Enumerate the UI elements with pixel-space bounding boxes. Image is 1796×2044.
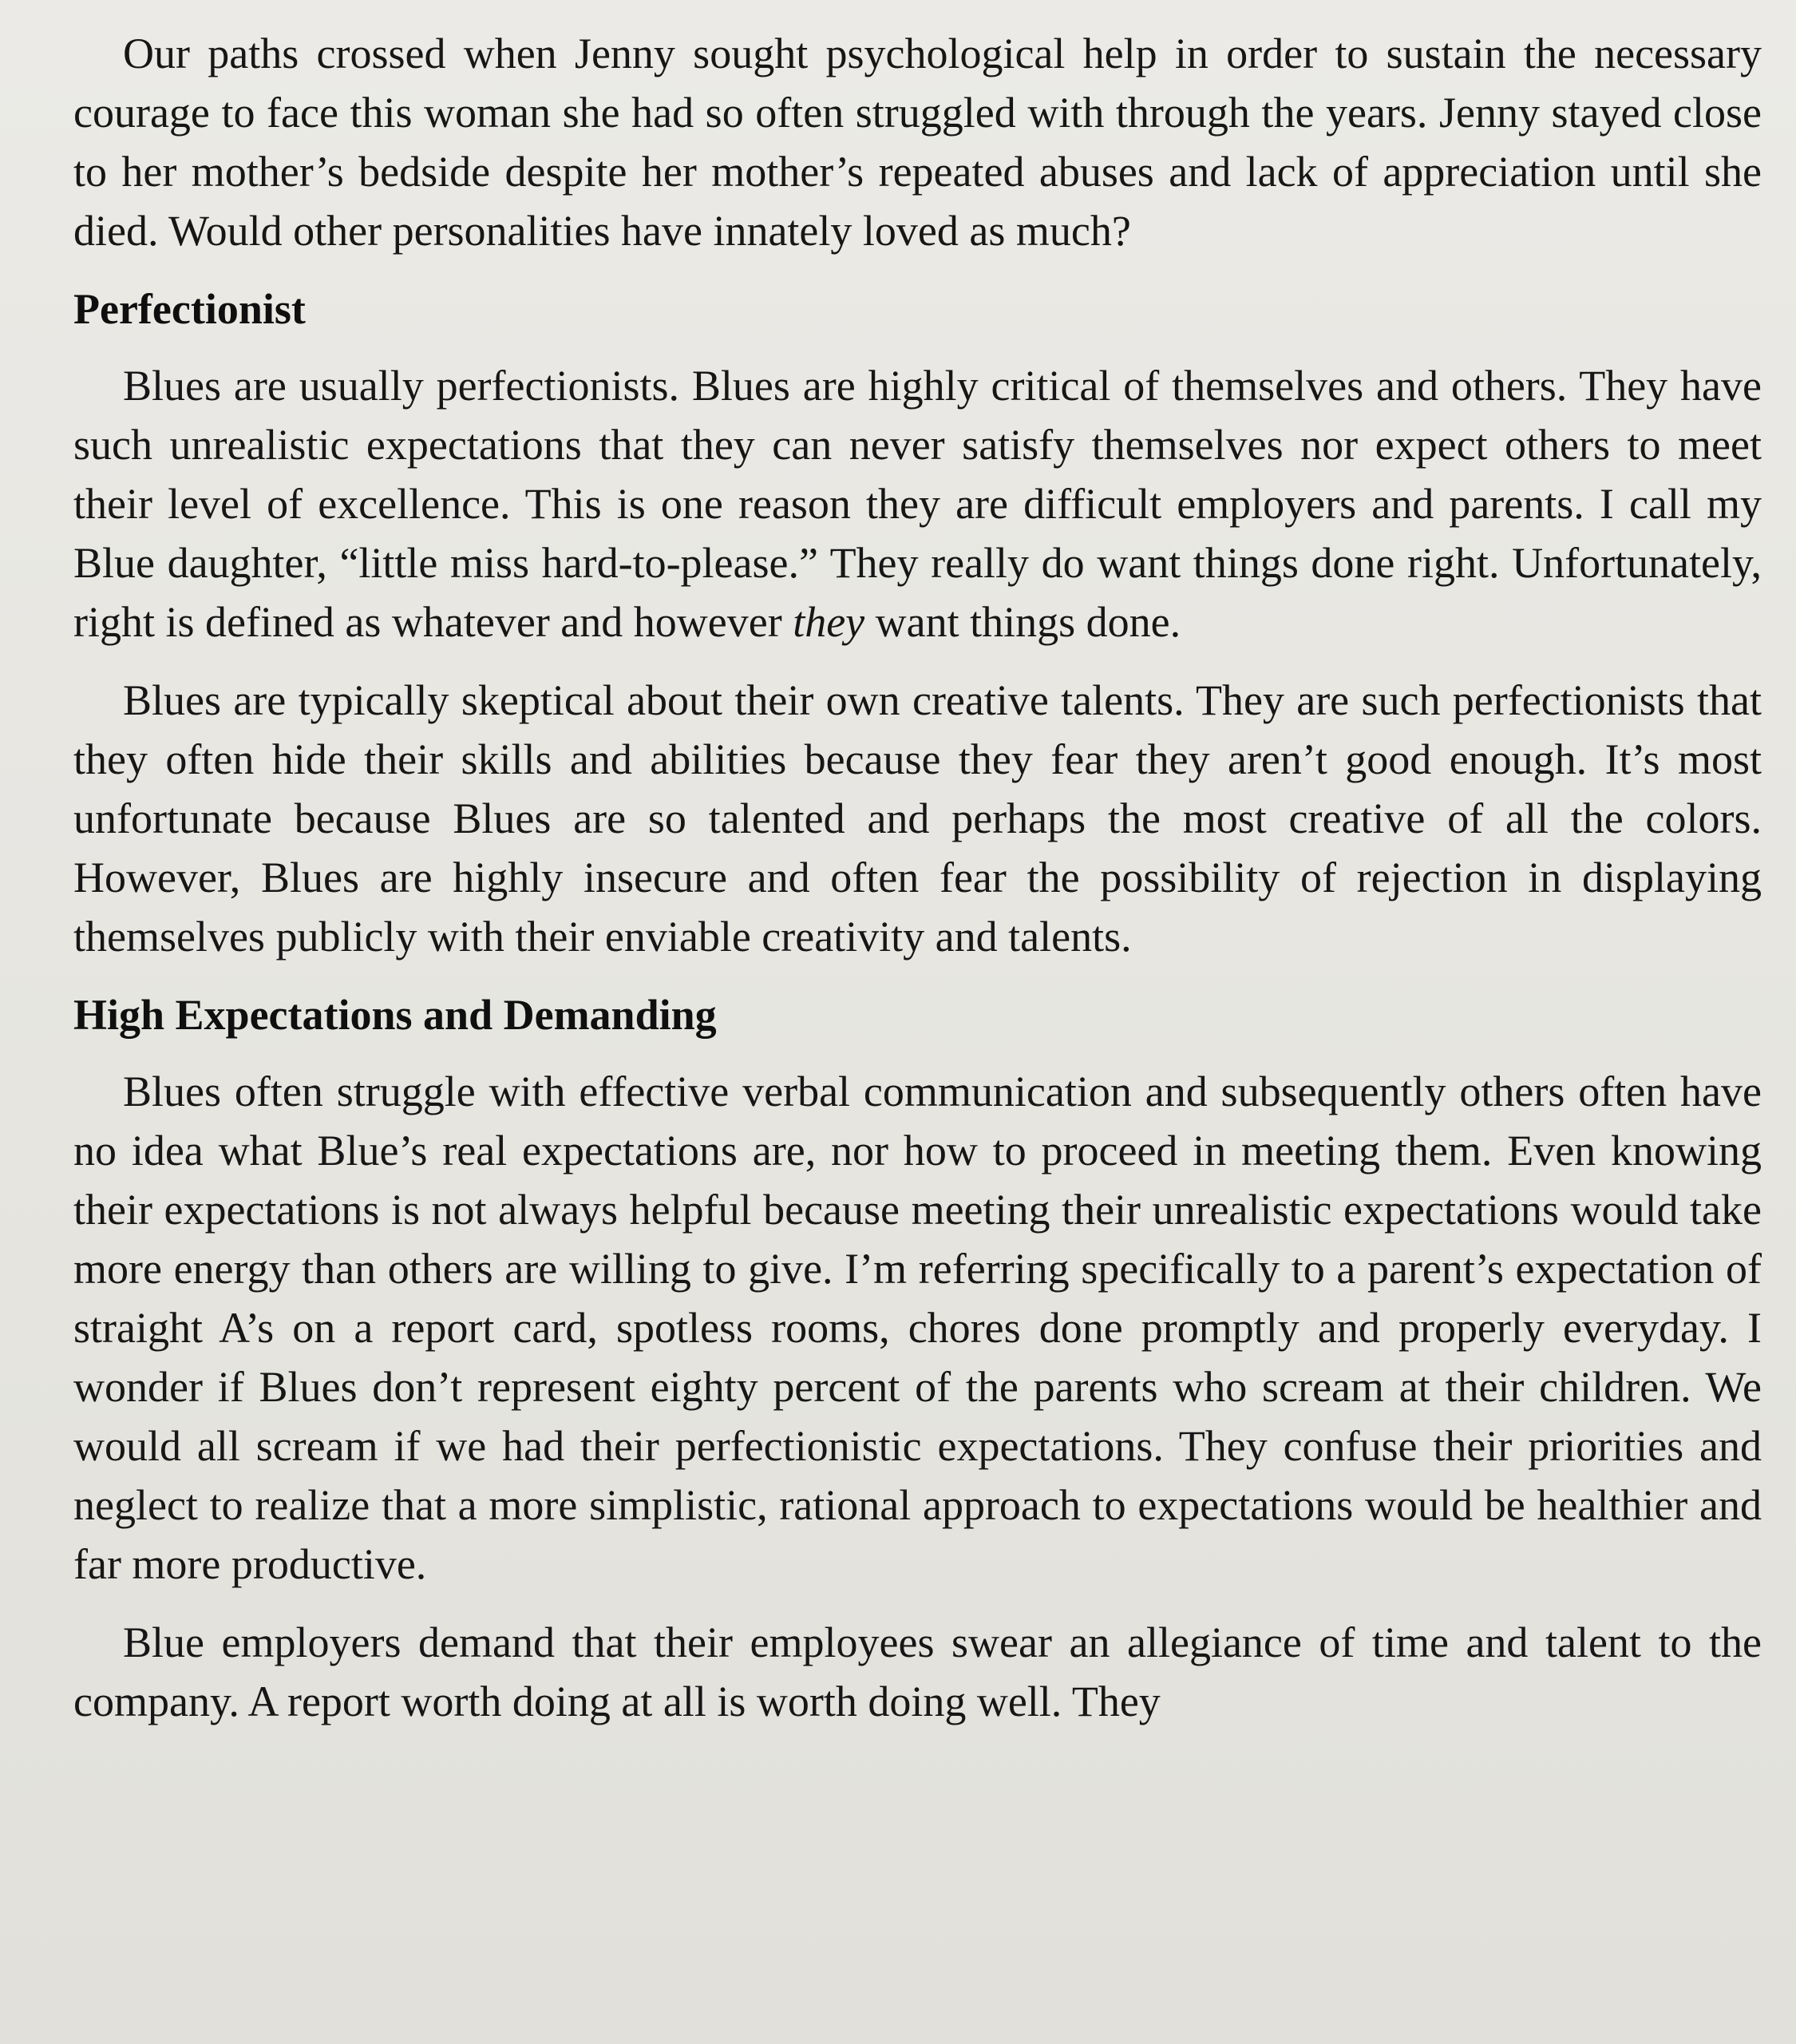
expectations-paragraph-1: Blues often struggle with effective verbal communication and subsequently others often have no idea what Blue’s real expectations are, nor how to proceed in meeting them. Even knowing their expectations is not always helpful because meeting their unrealistic expectations would take more energy than others are willing to give. I’m referring specifically to a parent’s expectation of straight A’s on a report card, spotless rooms, chores done promptly and properly everyday. I wonder if Blues don’t represent eighty percent of the parents who scream at their children. We would all scream if we had their perfectionistic expectations. They confuse their priorities and neglect to realize that a more simplistic, rational approach to expectations would be healthier and far more productive. xyxy=(73,1068,1762,1588)
section-heading-perfectionist: Perfectionist xyxy=(73,285,306,333)
perfectionist-p1-end: want things done. xyxy=(864,598,1181,646)
page-text xyxy=(73,24,1762,1750)
intro-paragraph: Our paths crossed when Jenny sought psychological help in order to sustain the necessary courage to face this woman she had so often struggled with through the years. Jenny stayed close to her mother’s bedside despite her mother’s repeated abuses and lack of appreciation until she died. Would other personalities have innately loved as much? xyxy=(73,30,1762,255)
perfectionist-paragraph-2: Blues are typically skeptical about their own creative talents. They are such perfectionists that they often hide their skills and abilities because they fear they aren’t good enough. It’s most unfortunate because Blues are so talented and perhaps the most creative of all the colors. However, Blues are highly insecure and often fear the possibility of rejection in displaying themselves publicly with their enviable creativity and talents. xyxy=(73,676,1762,961)
perfectionist-p1-italic: they xyxy=(793,598,865,646)
perfectionist-paragraph-1 xyxy=(73,356,1762,652)
section-heading-high-expectations: High Expectations and Demanding xyxy=(73,991,717,1039)
expectations-paragraph-2: Blue employers demand that their employees swear an allegiance of time and talent to the company. A report worth doing at all is worth doing well. They xyxy=(73,1618,1762,1725)
perfectionist-p1-text: Blues are usually perfectionists. Blues are highly critical of themselves and others. They have such unrealistic expectations that they can never satisfy themselves nor expect others to meet their level of excellence. This is one reason they are difficult employers and parents. I call my Blue daughter, “little miss hard-to-please.” They really do want things done right. Unfortunately, right is defined as whatever and however xyxy=(73,362,1762,646)
